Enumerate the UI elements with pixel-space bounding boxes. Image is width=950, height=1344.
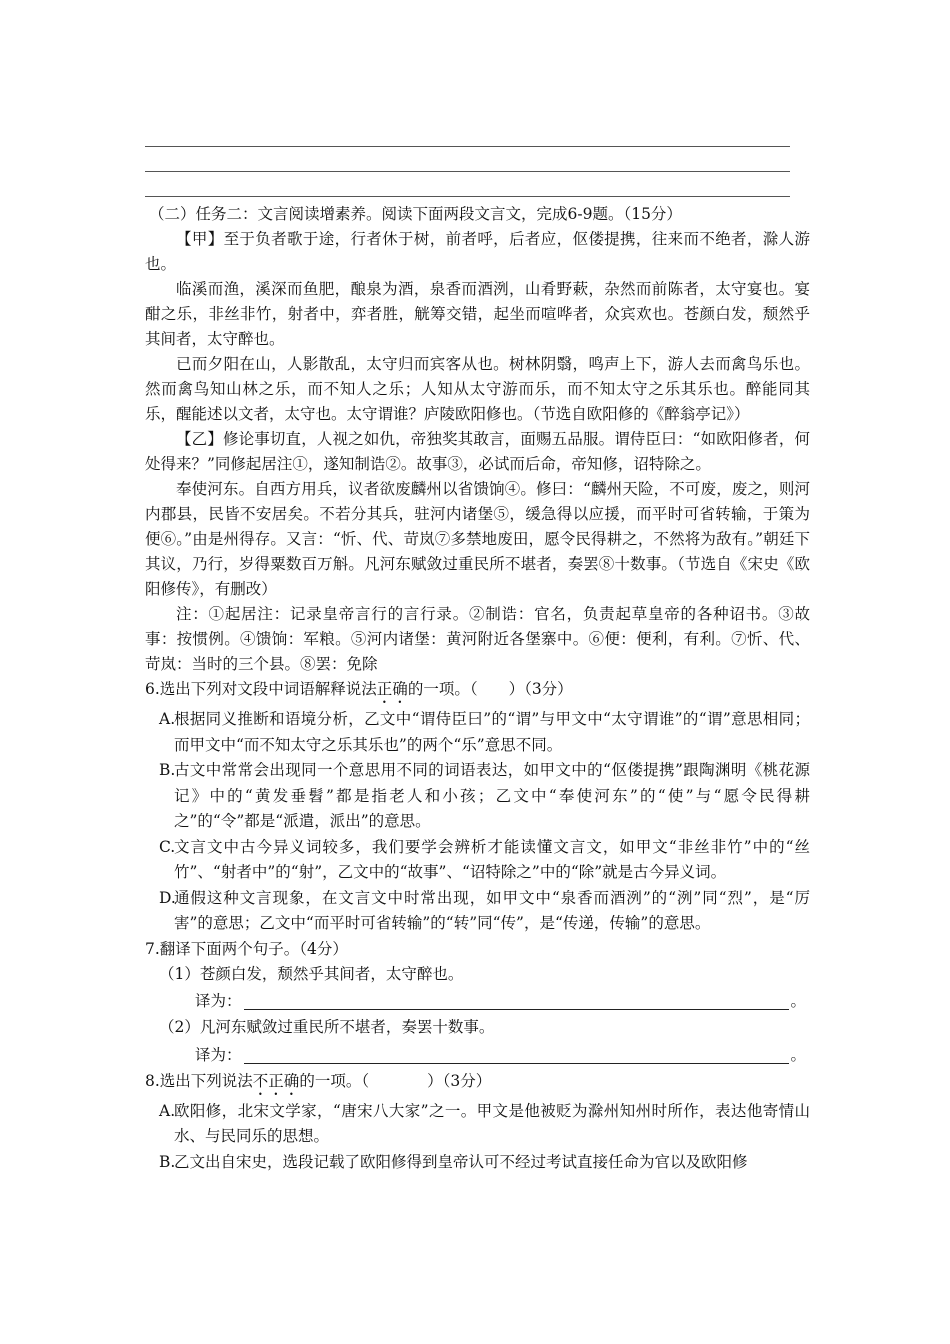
passage-yi bbox=[145, 427, 810, 602]
section-heading: （二）任务二：文言阅读增素养。阅读下面两段文言文，完成6-9题。（15分） bbox=[149, 205, 682, 223]
question-6 bbox=[145, 677, 810, 937]
translation-2: 译为： 。 bbox=[145, 1041, 810, 1069]
option-a[interactable]: A. 欧阳修，北宋文学家，“唐宋八大家”之一。甲文是他被贬为滁州知州时所作，表达他寄情山水、与民同乐的思想。 bbox=[159, 1101, 810, 1145]
annotations: 注：①起居注：记录皇帝言行的言行录。②制诰：官名，负责起草皇帝的各种诏书。③故事：按惯例。④馈饷：军粮。⑤河内诸堡：黄河附近各堡寨中。⑥便：便利，有利。⑦忻、代、苛岚：当时的三个县。⑧罢：免除 bbox=[145, 605, 810, 673]
paragraph: 【乙】修论事切直，人视之如仇，帝独奖其敢言，面赐五品服。谓侍臣曰：“如欧阳修者，何处得来？”同修起居注①，遂知制诰②。故事③，必试而后命，帝知修，诏特除之。 bbox=[145, 430, 810, 473]
paragraph: 临溪而渔，溪深而鱼肥，酿泉为酒，泉香而酒洌，山肴野蔌，杂然而前陈者，太守宴也。宴酣之乐，非丝非竹，射者中，弈者胜，觥筹交错，起坐而喧哗者，众宾欢也。苍颜白发，颓然乎其间者，太守醉也。 bbox=[145, 280, 810, 348]
answer-line bbox=[145, 146, 790, 147]
sentence-2: （2）凡河东赋敛过重民所不堪者，奏罢十数事。 bbox=[159, 1018, 495, 1036]
paragraph: 奉使河东。自西方用兵，议者欲废麟州以省馈饷④。修曰：“麟州天险，不可废，废之，则河内郡县，民皆不安居矣。不若分其兵，驻河内诸堡⑤，缓急得以应援，而平时可省转输，于策为便⑥。”由是州得存。又言：“忻、代、苛岚⑦多禁地废田，愿令民得耕之，不然将为敌有。”朝廷下其议，乃行，岁得粟数百万斛。凡河东赋敛过重民所不堪者，奏罢⑧十数事。（节选自《宋史《欧阳修传》，有删改） bbox=[145, 480, 810, 598]
translation-input[interactable] bbox=[244, 1043, 789, 1064]
question-8 bbox=[145, 1069, 810, 1176]
sentence-1: （1）苍颜白发，颓然乎其间者，太守醉也。 bbox=[159, 964, 464, 983]
translation-1: 译为： 。 bbox=[145, 987, 810, 1015]
passage-jia bbox=[145, 227, 810, 427]
option-b[interactable]: B. 古文中常常会出现同一个意思用不同的词语表达，如甲文中的“伛偻提携”跟陶渊明《桃花源记》中的“黄发垂髫”都是指老人和小孩；乙文中“奉使河东”的“使”与“愿令民得耕之”的“令”都是“派遣，派出”的意思。 bbox=[159, 761, 810, 830]
option-c[interactable]: C. 文言文中古今异义词较多，我们要学会辨析才能读懂文言文，如甲文“非丝非竹”中的“丝竹”、“射者中”的“射”，乙文中的“故事”、“诏特除之”中的“除”就是古今异义词。 bbox=[159, 837, 810, 881]
paragraph: 已而夕阳在山，人影散乱，太守归而宾客从也。树林阴翳，鸣声上下，游人去而禽鸟乐也。然而禽鸟知山林之乐，而不知人之乐；人知从太守游而乐，而不知太守之乐其乐也。醉能同其乐，醒能述以文者，太守也。太守谓谁？庐陵欧阳修也。（节选自欧阳修的《醉翁亭记》） bbox=[145, 355, 810, 423]
question-7 bbox=[145, 937, 810, 1069]
question-stem: 6.选出下列对文段中词语解释说法正确的一项。（ ）（3分） bbox=[145, 680, 573, 698]
question-stem: 8.选出下列说法不正确的一项。（ ）（3分） bbox=[145, 1071, 492, 1090]
paragraph: 【甲】至于负者歌于途，行者休于树，前者呼，后者应，伛偻提携，往来而不绝者，滁人游也。 bbox=[145, 230, 810, 273]
option-b[interactable]: B. 乙文出自宋史，选段记载了欧阳修得到皇帝认可不经过考试直接任命为官以及欧阳修 bbox=[159, 1152, 748, 1171]
question-stem: 7.翻译下面两个句子。（4分） bbox=[145, 939, 348, 958]
exam-content bbox=[145, 196, 810, 1175]
answer-line bbox=[145, 171, 790, 172]
option-d[interactable]: D. 通假这种文言现象，在文言文中时常出现，如甲文中“泉香而酒洌”的“洌”同“烈”，是“厉害”的意思；乙文中“而平时可省转输”的“转”同“传”，是“传递，传输”的意思。 bbox=[159, 888, 810, 932]
option-a[interactable]: A. 根据同义推断和语境分析，乙文中“谓侍臣曰”的“谓”与甲文中“太守谓谁”的“谓”意思相同；而甲文中“而不知太守之乐其乐也”的两个“乐”意思不同。 bbox=[159, 710, 810, 754]
translation-input[interactable] bbox=[244, 989, 789, 1010]
emphasis-word: 正确 bbox=[376, 680, 408, 698]
emphasis-word: 不正确 bbox=[252, 1071, 300, 1090]
